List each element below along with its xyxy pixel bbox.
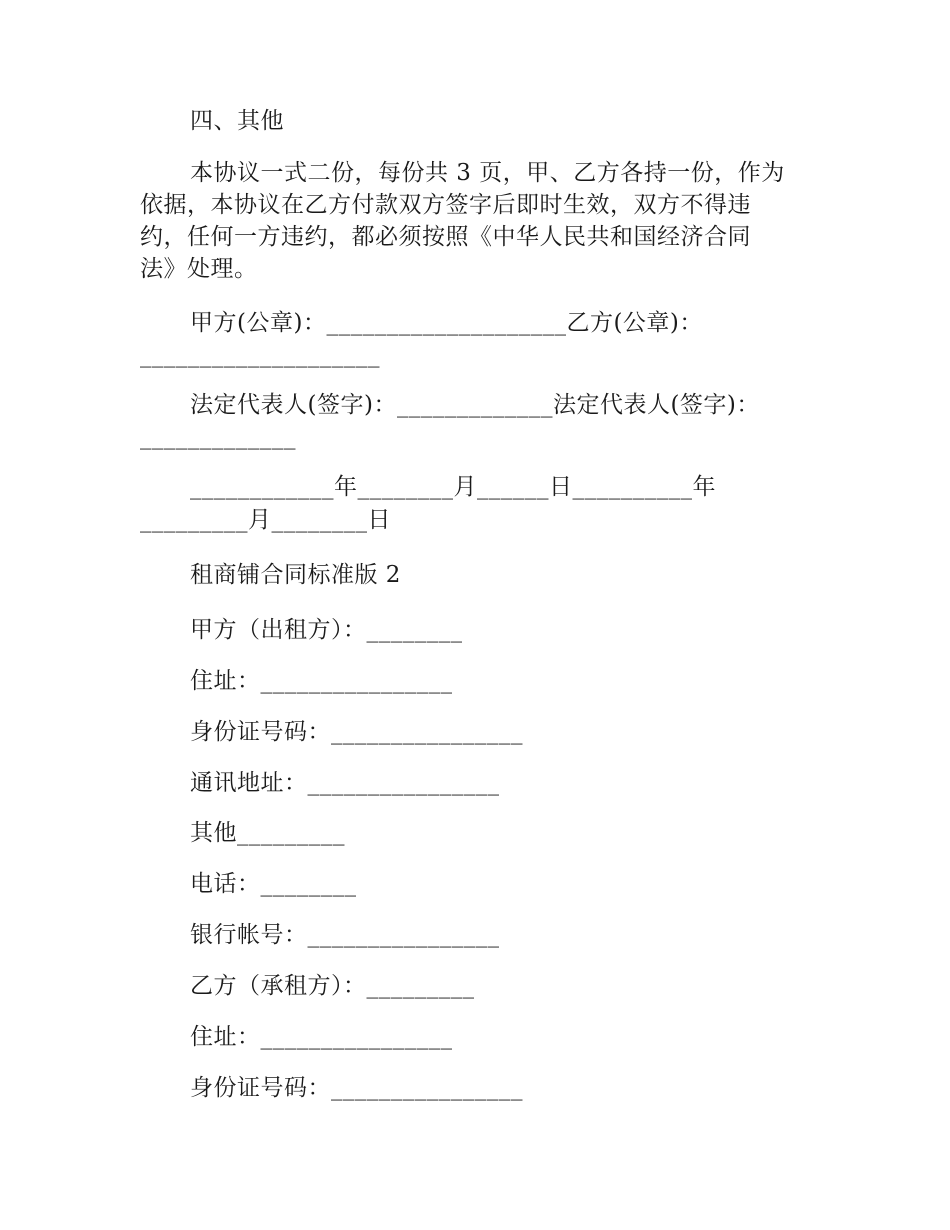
representative-line-1: 法定代表人(签字)：_____________法定代表人(签字)： bbox=[190, 392, 760, 418]
seal-line-2: ____________________ bbox=[140, 342, 380, 368]
representative-line-2: _____________ bbox=[140, 424, 296, 450]
field-lessee-id-number: 身份证号码：________________ bbox=[190, 1075, 523, 1101]
field-lessor-mailing-address: 通讯地址：________________ bbox=[190, 770, 500, 796]
field-lessee-address: 住址：________________ bbox=[190, 1024, 453, 1050]
paragraph-line-2: 依据，本协议在乙方付款双方签字后即时生效，双方不得违 bbox=[140, 192, 751, 218]
field-lessor-phone: 电话：________ bbox=[190, 871, 357, 897]
contract-title: 租商铺合同标准版 2 bbox=[190, 562, 401, 588]
field-lessor: 甲方（出租方）：________ bbox=[190, 617, 463, 643]
field-lessor-bank-account: 银行帐号：________________ bbox=[190, 922, 500, 948]
field-lessee: 乙方（承租方）：_________ bbox=[190, 973, 475, 999]
paragraph-line-4: 法》处理。 bbox=[140, 256, 258, 282]
field-lessor-address: 住址：________________ bbox=[190, 668, 453, 694]
field-lessor-other: 其他_________ bbox=[190, 820, 345, 846]
paragraph-line-1: 本协议一式二份，每份共 3 页，甲、乙方各持一份，作为 bbox=[190, 160, 785, 186]
section-heading: 四、其他 bbox=[190, 108, 284, 134]
date-line-1: ____________年________月______日__________年 bbox=[190, 474, 716, 500]
field-lessor-id-number: 身份证号码：________________ bbox=[190, 719, 523, 745]
paragraph-line-3: 约，任何一方违约，都必须按照《中华人民共和国经济合同 bbox=[140, 224, 751, 250]
date-line-2: _________月________日 bbox=[140, 507, 391, 533]
seal-line-1: 甲方(公章)：____________________乙方(公章)： bbox=[190, 310, 703, 336]
